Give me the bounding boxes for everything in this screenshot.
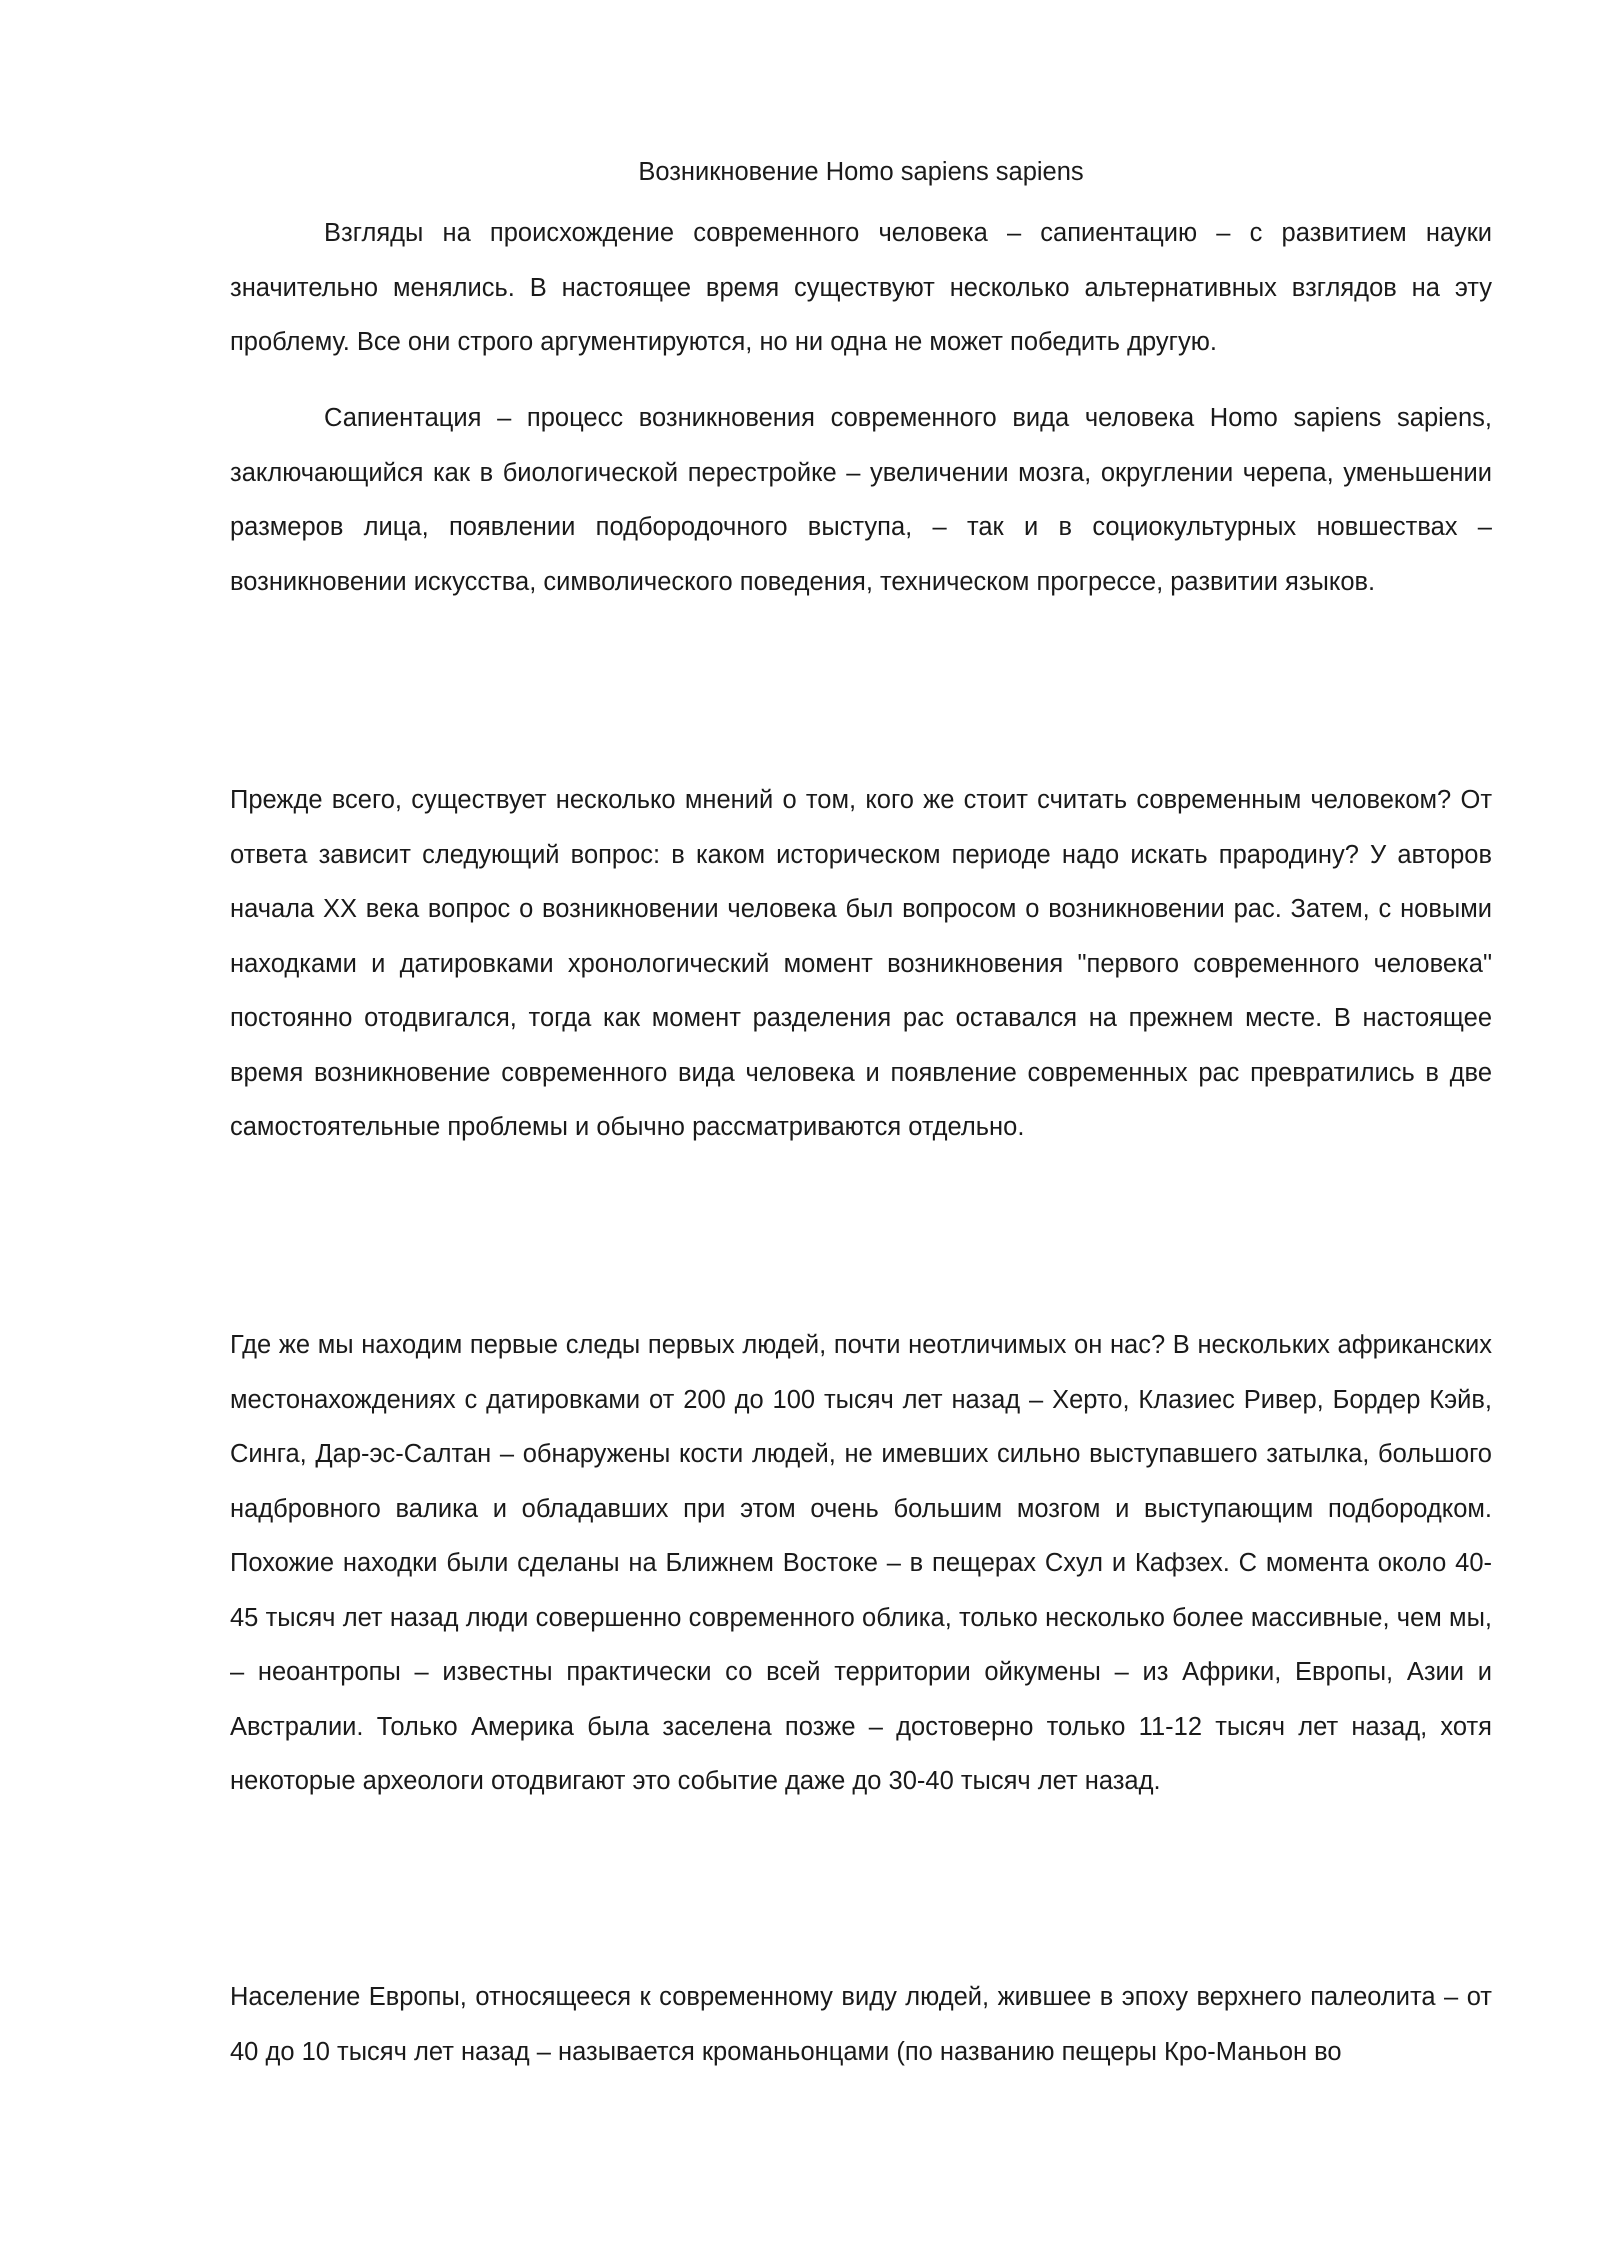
paragraph-first-traces: Где же мы находим первые следы первых людей, почти неотличимых он нас? В нескольких африканских местонахождениях с датировками от 200 до 100 тысяч лет назад – Херто, Клазиес Ривер, Бордер Кэйв, Синга, Дар-эс-Салтан – обнаружены кости людей, не имевших сильно выступавшего затылка, большого надбровного валика и обладавших при этом очень большим мозгом и выступающим подбородком. Похожие находки были сделаны на Ближнем Востоке – в пещерах Схул и Кафзех. С момента около 40-45 тысяч лет назад люди совершенно современного облика, только несколько более массивные, чем мы, – неоантропы – известны практически со всей территории ойкумены – из Африки, Европы, Азии и Австралии. Только Америка была заселена позже – достоверно только 11-12 тысяч лет назад, хотя некоторые археологи отодвигают это событие даже до 30-40 тысяч лет назад. (230, 1331, 1492, 1795)
document-title: Возникновение Homo sapiens sapiens (638, 158, 1084, 186)
paragraph-sapientation-definition: Сапиентация – процесс возникновения современного вида человека Homo sapiens sapiens, заключающийся как в биологической перестройке – увеличении мозга, округлении черепа, уменьшении размеров лица, появлении подбородочного выступа, – так и в социокультурных новшествах – возникновении искусства, символического поведения, техническом прогрессе, развитии языков. (230, 404, 1492, 596)
paragraph-sapientation-views: Взгляды на происхождение современного человека – сапиентацию – с развитием науки значительно менялись. В настоящее время существуют несколько альтернативных взглядов на эту проблему. Все они строго аргументируются, но ни одна не может победить другую. (230, 219, 1492, 356)
paragraph-modern-human-opinions: Прежде всего, существует несколько мнений о том, кого же стоит считать современным человеком? От ответа зависит следующий вопрос: в каком историческом периоде надо искать прародину? У авторов начала XX века вопрос о возникновении человека был вопросом о возникновении рас. Затем, с новыми находками и датировками хронологический момент возникновения "первого современного человека" постоянно отодвигался, тогда как момент разделения рас оставался на прежнем месте. В настоящее время возникновение современного вида человека и появление современных рас превратились в две самостоятельные проблемы и обычно рассматриваются отдельно. (230, 786, 1492, 1141)
paragraph-europe-population: Население Европы, относящееся к современному виду людей, жившее в эпоху верхнего палеолита – от 40 до 10 тысяч лет назад – называется кроманьонцами (по названию пещеры Кро-Маньон во (230, 1983, 1492, 2066)
